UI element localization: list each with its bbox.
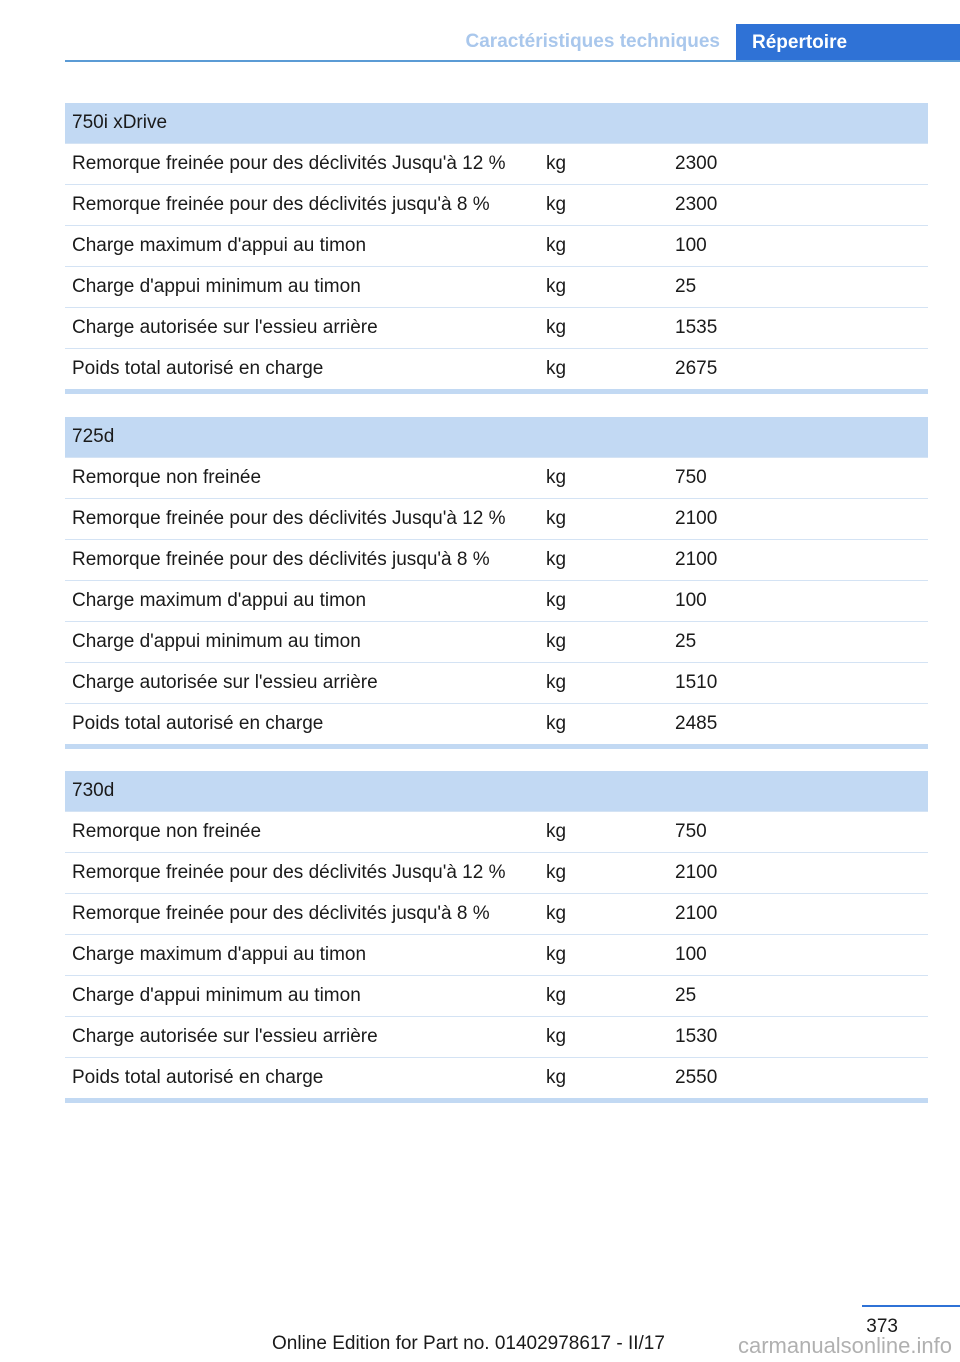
row-label: Poids total autorisé en charge [65, 704, 539, 745]
spec-table-725d [65, 417, 928, 749]
row-unit: kg [539, 267, 668, 308]
row-label: Remorque freinée pour des déclivités jusqu'à 8 % [65, 185, 539, 226]
row-unit: kg [539, 894, 668, 935]
table-title-row [65, 771, 928, 812]
row-unit: kg [539, 976, 668, 1017]
row-value: 2100 [668, 540, 928, 581]
table-row [65, 976, 928, 1017]
footer-edition: Online Edition for Part no. 01402978617 - II/17 [272, 1333, 665, 1354]
row-value: 2100 [668, 894, 928, 935]
row-label: Remorque non freinée [65, 812, 539, 853]
row-unit: kg [539, 1017, 668, 1058]
header-section-title: Caractéristiques techniques [465, 31, 720, 52]
table-row [65, 894, 928, 935]
table-row [65, 308, 928, 349]
row-value: 100 [668, 935, 928, 976]
row-value: 25 [668, 976, 928, 1017]
table-title: 730d [65, 771, 928, 812]
table-row [65, 267, 928, 308]
table-title: 725d [65, 417, 928, 458]
row-unit: kg [539, 935, 668, 976]
row-value: 1510 [668, 663, 928, 704]
row-unit: kg [539, 540, 668, 581]
table-row [65, 622, 928, 663]
row-value: 1535 [668, 308, 928, 349]
row-value: 2300 [668, 144, 928, 185]
header-tab-repertoire[interactable]: Répertoire [736, 24, 960, 62]
page-header [65, 24, 960, 62]
spec-table-730d [65, 771, 928, 1103]
row-unit: kg [539, 308, 668, 349]
page-number: 373 [866, 1316, 898, 1337]
table-row [65, 663, 928, 704]
row-label: Remorque freinée pour des déclivités Jusqu'à 12 % [65, 144, 539, 185]
row-label: Charge maximum d'appui au timon [65, 226, 539, 267]
table-end-row [65, 389, 928, 394]
table-end-row [65, 744, 928, 749]
watermark: carmanualsonline.info [737, 1333, 952, 1358]
table-title: 750i xDrive [65, 103, 928, 144]
row-value: 2100 [668, 499, 928, 540]
row-label: Poids total autorisé en charge [65, 1058, 539, 1099]
table-row [65, 704, 928, 745]
row-label: Poids total autorisé en charge [65, 349, 539, 390]
row-unit: kg [539, 349, 668, 390]
row-label: Remorque non freinée [65, 458, 539, 499]
row-value: 750 [668, 458, 928, 499]
row-label: Charge d'appui minimum au timon [65, 622, 539, 663]
row-label: Remorque freinée pour des déclivités jusqu'à 8 % [65, 540, 539, 581]
table-row [65, 185, 928, 226]
table-row [65, 935, 928, 976]
table-row [65, 349, 928, 390]
row-value: 25 [668, 267, 928, 308]
row-label: Remorque freinée pour des déclivités jusqu'à 8 % [65, 894, 539, 935]
table-end-bar [65, 744, 928, 749]
row-value: 2550 [668, 1058, 928, 1099]
row-value: 750 [668, 812, 928, 853]
table-row [65, 226, 928, 267]
table-end-bar [65, 1098, 928, 1103]
row-unit: kg [539, 622, 668, 663]
row-label: Charge autorisée sur l'essieu arrière [65, 308, 539, 349]
page-number-rule [862, 1305, 960, 1307]
row-unit: kg [539, 458, 668, 499]
row-unit: kg [539, 499, 668, 540]
row-unit: kg [539, 185, 668, 226]
row-value: 2485 [668, 704, 928, 745]
table-row [65, 853, 928, 894]
row-label: Charge d'appui minimum au timon [65, 267, 539, 308]
table-title-row [65, 417, 928, 458]
table-end-bar [65, 389, 928, 394]
table-row [65, 1017, 928, 1058]
row-value: 2300 [668, 185, 928, 226]
table-row [65, 458, 928, 499]
row-value: 100 [668, 581, 928, 622]
spec-table-750i [65, 103, 928, 394]
row-unit: kg [539, 144, 668, 185]
row-unit: kg [539, 663, 668, 704]
row-label: Charge autorisée sur l'essieu arrière [65, 1017, 539, 1058]
table-row [65, 581, 928, 622]
row-unit: kg [539, 581, 668, 622]
row-label: Charge maximum d'appui au timon [65, 935, 539, 976]
table-title-row [65, 103, 928, 144]
table-row [65, 812, 928, 853]
row-value: 25 [668, 622, 928, 663]
table-end-row [65, 1098, 928, 1103]
row-label: Remorque freinée pour des déclivités Jusqu'à 12 % [65, 853, 539, 894]
row-unit: kg [539, 1058, 668, 1099]
table-row [65, 499, 928, 540]
row-value: 1530 [668, 1017, 928, 1058]
row-label: Charge autorisée sur l'essieu arrière [65, 663, 539, 704]
table-row [65, 1058, 928, 1099]
row-label: Charge d'appui minimum au timon [65, 976, 539, 1017]
row-unit: kg [539, 812, 668, 853]
header-rule [65, 60, 960, 62]
row-unit: kg [539, 226, 668, 267]
table-row [65, 540, 928, 581]
row-value: 100 [668, 226, 928, 267]
row-unit: kg [539, 853, 668, 894]
row-unit: kg [539, 704, 668, 745]
row-value: 2100 [668, 853, 928, 894]
table-row [65, 144, 928, 185]
row-label: Remorque freinée pour des déclivités Jusqu'à 12 % [65, 499, 539, 540]
row-value: 2675 [668, 349, 928, 390]
row-label: Charge maximum d'appui au timon [65, 581, 539, 622]
